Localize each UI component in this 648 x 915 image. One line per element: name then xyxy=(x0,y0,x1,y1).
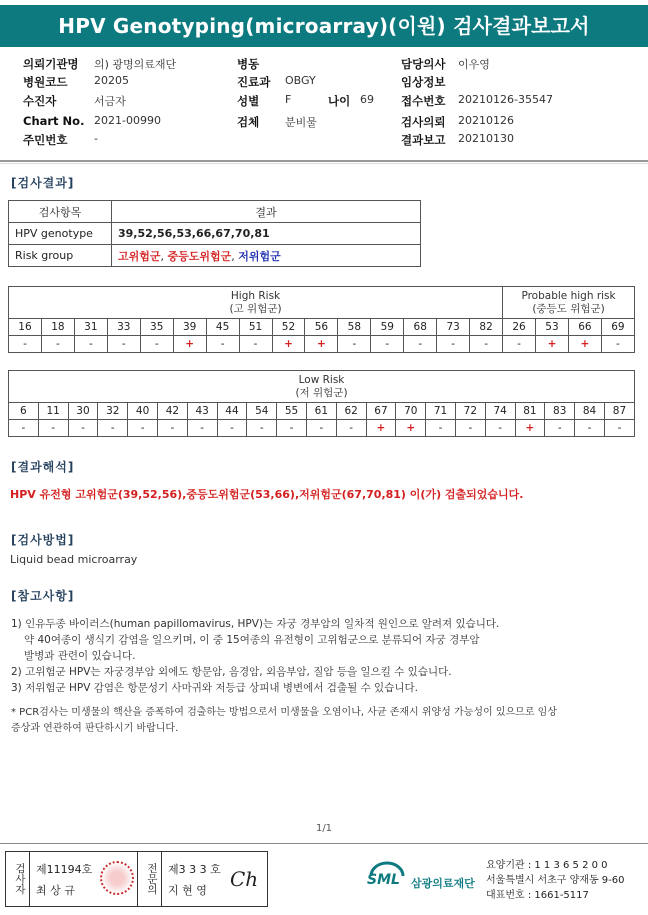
low-risk-sub: (저 위험군) xyxy=(295,386,348,399)
footnote-line-2: 증상과 연관하여 판단하시기 바랍니다. xyxy=(11,723,179,734)
genotype-result-cell: + xyxy=(173,336,206,353)
header-divider xyxy=(0,160,648,162)
genotype-type-cell: 33 xyxy=(107,319,140,336)
genotype-result-cell: + xyxy=(396,420,426,437)
sex-value: F xyxy=(285,93,292,106)
org-line-2: 서울특별시 서초구 양재동 9-60 xyxy=(486,875,625,886)
genotype-type-cell: 87 xyxy=(604,403,634,420)
section-results-title: [검사결과] xyxy=(11,176,75,190)
interpretation-text: HPV 유전형 고위험군(39,52,56),중등도위험군(53,66),저위험군(67,70,81) 이(가) 검출되었습니다. xyxy=(10,488,524,501)
doctor-vertical-cell xyxy=(138,852,162,906)
genotype-label: HPV genotype xyxy=(9,223,112,245)
patient-info xyxy=(0,56,648,156)
genotype-result-cell: - xyxy=(107,336,140,353)
dept-label: 진료과 xyxy=(237,75,271,89)
report-value: 20210130 xyxy=(458,132,514,145)
recipient-label: 수진자 xyxy=(23,94,57,108)
genotype-result-cell: + xyxy=(515,420,545,437)
note-3: 3) 저위험군 HPV 감염은 항문성기 사마귀와 저등급 상피내 병변에서 검출될 수 있습니다. xyxy=(11,682,418,694)
col-item-header: 검사항목 xyxy=(9,201,112,223)
genotype-result-cell: - xyxy=(371,336,404,353)
organization-name: 삼광의료재단 xyxy=(411,877,475,890)
genotype-result-cell: + xyxy=(568,336,601,353)
genotype-type-cell: 35 xyxy=(140,319,173,336)
genotype-type-cell: 16 xyxy=(9,319,42,336)
genotype-result-cell: - xyxy=(545,420,575,437)
table-row xyxy=(9,403,635,420)
doctor-cell xyxy=(162,852,267,906)
result-table xyxy=(8,200,421,267)
recipient-value: 서금자 xyxy=(94,95,126,108)
genotype-type-cell: 54 xyxy=(247,403,277,420)
low-risk-label: Low Risk xyxy=(298,373,345,386)
tester-vertical-label: 검사자 xyxy=(14,863,26,895)
doctor-name: 지 현 영 xyxy=(168,884,207,897)
genotype-type-cell: 59 xyxy=(371,319,404,336)
genotype-result-cell: - xyxy=(503,336,536,353)
footnote-line-1: * PCR검사는 미생물의 핵산을 증폭하여 검출하는 방법으로서 미생물을 오염이나, 사균 존재시 위양성 가능성이 있으므로 임상 xyxy=(11,707,557,718)
probable-risk-group-header xyxy=(503,287,635,319)
dept-value: OBGY xyxy=(285,74,316,87)
footer-divider xyxy=(0,843,648,844)
genotype-result-cell: - xyxy=(404,336,437,353)
genotype-result-cell: - xyxy=(437,336,470,353)
risk-group-value xyxy=(112,245,421,267)
genotype-result-cell: - xyxy=(9,336,42,353)
hospital-code-value: 20205 xyxy=(94,74,129,87)
genotype-type-cell: 82 xyxy=(470,319,503,336)
genotype-value: 39,52,56,53,66,67,70,81 xyxy=(112,223,421,245)
doctor-vertical-label: 전문의 xyxy=(146,863,158,895)
footnote xyxy=(11,705,557,737)
genotype-type-cell: 61 xyxy=(306,403,336,420)
genotype-type-cell: 71 xyxy=(426,403,456,420)
genotype-result-cell: - xyxy=(217,420,247,437)
chart-value: 2021-00990 xyxy=(94,114,161,127)
specimen-value: 분비물 xyxy=(285,116,317,129)
genotype-type-cell: 74 xyxy=(485,403,515,420)
table-row xyxy=(9,287,635,319)
high-risk-group-header xyxy=(9,287,503,319)
genotype-type-cell: 58 xyxy=(338,319,371,336)
genotype-type-cell: 6 xyxy=(9,403,39,420)
risk-group-label: Risk group xyxy=(9,245,112,267)
genotype-result-cell: - xyxy=(206,336,239,353)
genotype-type-cell: 43 xyxy=(187,403,217,420)
genotype-result-cell: + xyxy=(305,336,338,353)
genotype-type-cell: 40 xyxy=(128,403,158,420)
genotype-type-cell: 31 xyxy=(74,319,107,336)
tester-vertical-cell xyxy=(6,852,30,906)
genotype-type-cell: 81 xyxy=(515,403,545,420)
risk-low: 저위험군 xyxy=(238,249,281,263)
genotype-type-cell: 11 xyxy=(38,403,68,420)
genotype-type-cell: 30 xyxy=(68,403,98,420)
tester-cell xyxy=(30,852,138,906)
organization-info xyxy=(486,858,625,903)
genotype-result-cell: - xyxy=(455,420,485,437)
note-1c: 발병과 관련이 있습니다. xyxy=(24,650,136,662)
tester-name: 최 상 규 xyxy=(36,884,75,897)
high-risk-sub: (고 위험군) xyxy=(229,302,282,315)
resident-value: - xyxy=(94,132,98,145)
risk-separator: , xyxy=(160,249,168,263)
table-row xyxy=(9,371,635,403)
receipt-value: 20210126-35547 xyxy=(458,93,553,106)
genotype-type-cell: 55 xyxy=(277,403,307,420)
risk-separator: , xyxy=(231,249,239,263)
genotype-result-cell: - xyxy=(575,420,605,437)
method-text: Liquid bead microarray xyxy=(10,553,138,566)
genotype-type-cell: 69 xyxy=(601,319,634,336)
col-result-header: 결과 xyxy=(112,201,421,223)
doctor-value: 이우영 xyxy=(458,58,490,71)
section-method-title: [검사방법] xyxy=(11,533,75,547)
genotype-result-cell: - xyxy=(41,336,74,353)
genotype-result-cell: - xyxy=(336,420,366,437)
genotype-type-cell: 53 xyxy=(536,319,569,336)
age-value: 69 xyxy=(360,93,374,106)
notes-list xyxy=(11,616,499,696)
table-row xyxy=(9,223,421,245)
genotype-result-cell: - xyxy=(470,336,503,353)
org-line-1: 요양기관 : 1 1 3 6 5 2 0 0 xyxy=(486,860,608,871)
report-label: 결과보고 xyxy=(401,133,446,147)
genotype-type-cell: 67 xyxy=(366,403,396,420)
genotype-result-cell: + xyxy=(366,420,396,437)
genotype-type-cell: 39 xyxy=(173,319,206,336)
genotype-type-cell: 83 xyxy=(545,403,575,420)
genotype-result-cell: - xyxy=(128,420,158,437)
hospital-code-label: 병원코드 xyxy=(23,75,68,89)
table-row xyxy=(9,201,421,223)
genotype-result-cell: - xyxy=(140,336,173,353)
risk-mid: 중등도위험군 xyxy=(167,249,232,263)
genotype-result-cell: - xyxy=(187,420,217,437)
low-risk-group-header xyxy=(9,371,635,403)
genotype-type-cell: 73 xyxy=(437,319,470,336)
genotype-type-cell: 68 xyxy=(404,319,437,336)
genotype-type-cell: 44 xyxy=(217,403,247,420)
genotype-type-cell: 66 xyxy=(568,319,601,336)
receipt-label: 접수번호 xyxy=(401,94,446,108)
tester-number: 제11194호 xyxy=(36,863,93,876)
signature-box xyxy=(5,851,268,907)
clinical-label: 임상정보 xyxy=(401,75,446,89)
high-risk-genotype-table xyxy=(8,286,635,353)
chart-label: Chart No. xyxy=(23,114,85,128)
section-notes-title: [참고사항] xyxy=(11,589,75,603)
org-line-3: 대표번호 : 1661-5117 xyxy=(486,890,589,901)
header-divider-light xyxy=(0,163,648,164)
genotype-result-cell: - xyxy=(68,420,98,437)
genotype-type-cell: 70 xyxy=(396,403,426,420)
age-label: 나이 xyxy=(328,94,351,108)
genotype-result-cell: - xyxy=(338,336,371,353)
genotype-type-cell: 51 xyxy=(239,319,272,336)
genotype-result-cell: - xyxy=(426,420,456,437)
doctor-label: 담당의사 xyxy=(401,57,446,71)
note-1a: 1) 인유두종 바이러스(human papillomavirus, HPV)는 자궁 경부암의 일차적 원인으로 알려져 있습니다. xyxy=(11,618,500,630)
risk-high: 고위험군 xyxy=(118,249,161,263)
genotype-type-cell: 72 xyxy=(455,403,485,420)
genotype-result-cell: - xyxy=(9,420,39,437)
genotype-result-cell: - xyxy=(604,420,634,437)
report-title: HPV Genotyping(microarray)(이원) 검사결과보고서 xyxy=(0,5,648,47)
genotype-result-cell: + xyxy=(272,336,305,353)
genotype-result-cell: - xyxy=(485,420,515,437)
section-interp-title: [결과해석] xyxy=(11,460,75,474)
genotype-result-cell: - xyxy=(277,420,307,437)
note-1b: 약 40여종이 생식기 감염을 일으키며, 이 중 15여종의 유전형이 고위험군으로 분류되어 자궁 경부암 xyxy=(24,634,480,646)
genotype-result-cell: - xyxy=(601,336,634,353)
sml-logo-text: SML xyxy=(367,872,400,888)
genotype-result-cell: - xyxy=(38,420,68,437)
genotype-result-cell: - xyxy=(239,336,272,353)
genotype-result-cell: - xyxy=(98,420,128,437)
page-number: 1/1 xyxy=(315,823,333,834)
table-row xyxy=(9,319,635,336)
resident-label: 주민번호 xyxy=(23,133,68,147)
table-row xyxy=(9,336,635,353)
genotype-type-cell: 26 xyxy=(503,319,536,336)
genotype-type-cell: 56 xyxy=(305,319,338,336)
institution-label: 의뢰기관명 xyxy=(23,57,79,71)
table-row xyxy=(9,420,635,437)
genotype-type-cell: 32 xyxy=(98,403,128,420)
low-risk-genotype-table xyxy=(8,370,635,437)
request-value: 20210126 xyxy=(458,114,514,127)
genotype-type-cell: 42 xyxy=(157,403,187,420)
probable-risk-label: Probable high risk xyxy=(521,289,616,302)
probable-risk-sub: (중등도 위험군) xyxy=(532,302,605,315)
specimen-label: 검체 xyxy=(237,115,260,129)
genotype-type-cell: 84 xyxy=(575,403,605,420)
genotype-result-cell: - xyxy=(306,420,336,437)
table-row xyxy=(9,245,421,267)
genotype-result-cell: - xyxy=(74,336,107,353)
ward-label: 병동 xyxy=(237,57,260,71)
genotype-result-cell: - xyxy=(247,420,277,437)
high-risk-label: High Risk xyxy=(230,289,281,302)
genotype-result-cell: - xyxy=(157,420,187,437)
note-2: 2) 고위험군 HPV는 자궁경부암 외에도 항문암, 음경암, 외음부암, 질암 등을 일으킬 수 있습니다. xyxy=(11,666,452,678)
seal-stamp xyxy=(100,861,134,895)
doctor-signature: Ch xyxy=(230,867,259,891)
genotype-type-cell: 45 xyxy=(206,319,239,336)
institution-value: 의) 광명의료재단 xyxy=(94,58,177,71)
genotype-type-cell: 18 xyxy=(41,319,74,336)
sex-label: 성별 xyxy=(237,94,260,108)
genotype-type-cell: 62 xyxy=(336,403,366,420)
request-label: 검사의뢰 xyxy=(401,115,446,129)
doctor-number: 제3 3 3 호 xyxy=(168,863,221,876)
genotype-result-cell: + xyxy=(536,336,569,353)
genotype-type-cell: 52 xyxy=(272,319,305,336)
